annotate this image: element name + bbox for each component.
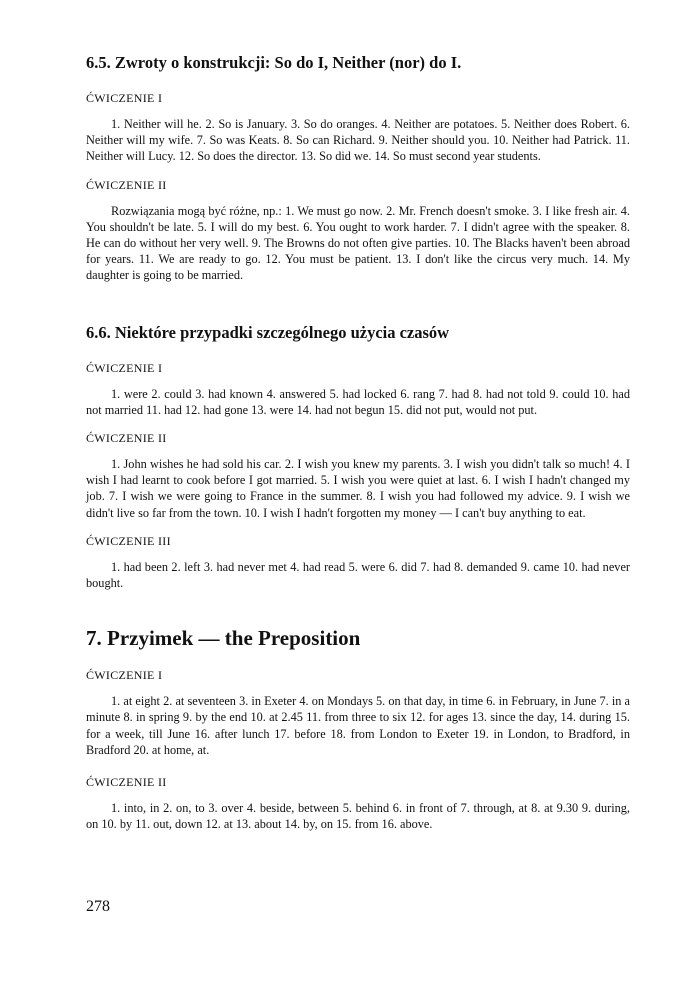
exercise-answers: 1. John wishes he had sold his car. 2. I wish you knew my parents. 3. I wish you didn't talk so much! 4. I wish I had learnt to cook before I got married. 5. I wish you were quiet at last. 6. I wish I hadn't changed my job. 7. I wish we were going to France in the summer. 8. I wish you had followed my advice. 9. I wish we didn't live so far from the town. 10. I wish I hadn't forgotten my money — I can't buy anything to eat. (86, 457, 630, 520)
exercise-heading: ĆWICZENIE II (86, 431, 167, 446)
section-title-6-5: 6.5. Zwroty o konstrukcji: So do I, Neither (nor) do I. (86, 53, 462, 72)
exercise-heading: ĆWICZENIE I (86, 91, 163, 105)
exercise-heading: ĆWICZENIE I (86, 360, 163, 375)
exercise-answers: Rozwiązania mogą być różne, np.: 1. We must go now. 2. Mr. French doesn't smoke. 3. I like fresh air. 4. You shouldn't be late. 5. I will do my best. 6. You ought to work harder. 7. I didn't agree with the speaker. 8. He can do without her very well. 9. The Browns do not often give parties. 10. The Blacks haven't been abroad for years. 11. We are ready to go. 12. You must be patient. 13. I don't like the circus very much. 14. My daughter is going to be married. (86, 203, 630, 283)
exercise-answers: 1. Neither will he. 2. So is January. 3. So do oranges. 4. Neither are potatoes. 5. Neither does Robert. 6. Neither will my wife. 7. So was Keats. 8. So can Richard. 9. Neither should you. 10. Neither had Patrick. 11. Neither will Lucy. 12. So does the director. 13. So did we. 14. So must second year students. (86, 117, 630, 164)
exercise-heading: ĆWICZENIE I (86, 668, 163, 683)
exercise-answers: 1. were 2. could 3. had known 4. answered 5. had locked 6. rang 7. had 8. had not told 9. could 10. had not married 11. had 12. had gone 13. were 14. had not begun 15. did not put, would not put. (86, 386, 630, 417)
exercise-heading: ĆWICZENIE III (86, 533, 171, 548)
page-number: 278 (86, 898, 110, 915)
section-title-6-6: 6.6. Niektóre przypadki szczególnego użycia czasów (86, 322, 450, 342)
page-content (86, 52, 630, 832)
exercise-heading: ĆWICZENIE II (86, 177, 167, 192)
exercise-answers: 1. at eight 2. at seventeen 3. in Exeter 4. on Mondays 5. on that day, in time 6. in February, in June 7. in a minute 8. in spring 9. by the end 10. at 2.45 11. from three to six 12. for ages 13. since the day, 14. during 15. for a week, till June 16. after lunch 17. before 18. from London to Exeter 19. in London, to Bradford, in Bradford 20. at home, at. (86, 694, 630, 757)
chapter-title-7: 7. Przyimek — the Preposition (86, 626, 361, 651)
exercise-answers: 1. had been 2. left 3. had never met 4. had read 5. were 6. did 7. had 8. demanded 9. came 10. had never bought. (86, 559, 630, 591)
exercise-heading: ĆWICZENIE II (86, 775, 167, 790)
exercise-answers: 1. into, in 2. on, to 3. over 4. beside, between 5. behind 6. in front of 7. through, at 8. at 9.30 9. during, on 10. by 11. out, down 12. at 13. about 14. by, on 15. from 16. above. (86, 801, 630, 832)
